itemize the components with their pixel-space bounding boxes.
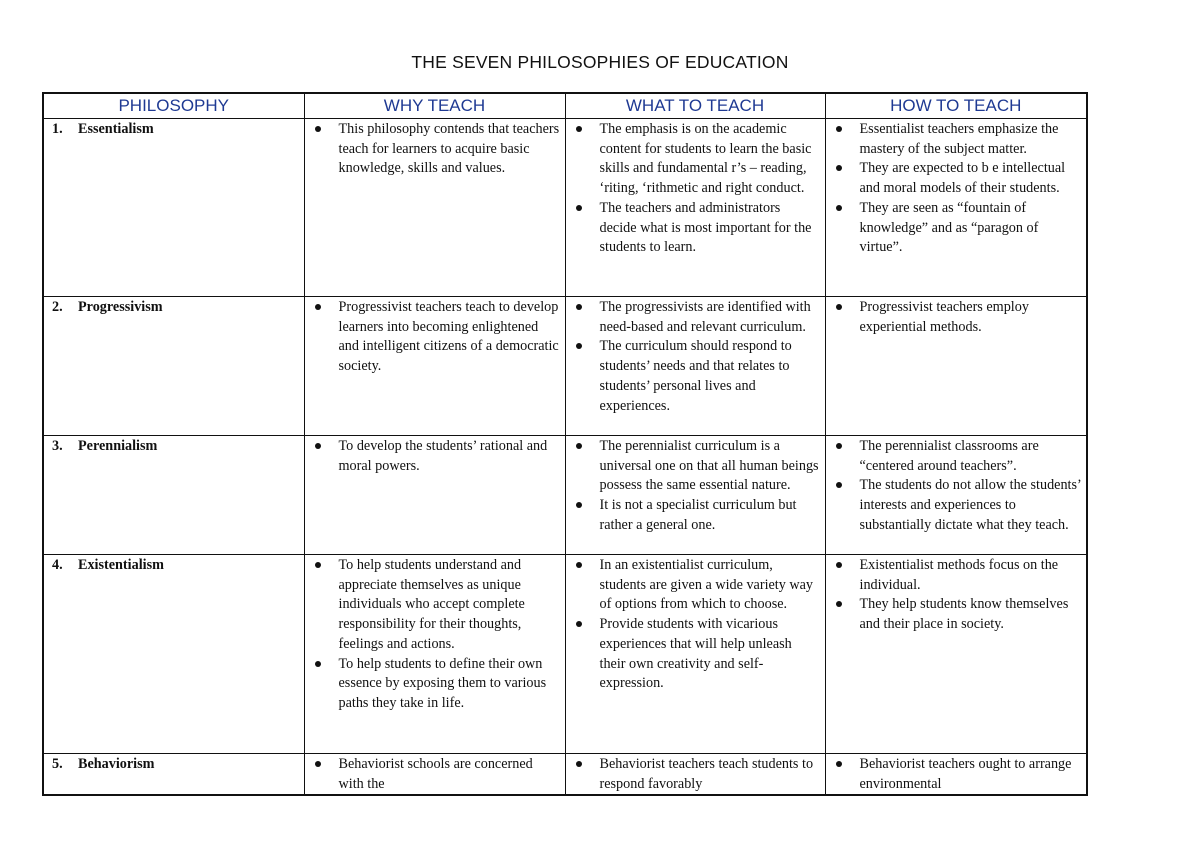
document-title: THE SEVEN PHILOSOPHIES OF EDUCATION [411,52,789,72]
philosophy-number: 2. [52,299,63,315]
bullet-text: It is not a specialist curriculum but rather a general one. [599,497,797,533]
philosophy-cell [43,297,304,436]
list-item [832,159,1083,198]
bullet-text: They are expected to b e intellectual and moral models of their students. [859,160,1066,197]
bullet-icon [311,556,339,655]
list-item [832,120,1083,159]
bullet-icon [832,437,860,476]
bullet-icon [572,337,600,416]
how-bullet-list [832,755,1083,794]
bullet-icon [311,120,339,179]
philosophy-cell [43,754,304,796]
bullet-text: Progressivist teachers teach to develop learners into becoming enlightened and intelligent citizens of a democratic society. [338,299,559,375]
bullet-text: Behaviorist teachers teach students to respond favorably [599,756,814,792]
philosophy-cell [43,555,304,754]
bullet-text: The perennialist curriculum is a universal one on that all human beings possess the same essential nature. [599,438,819,494]
how-cell [825,119,1087,297]
bullet-text: Progressivist teachers employ experiential methods. [859,299,1029,335]
list-item [311,298,561,377]
list-item [832,755,1083,794]
why-cell [304,754,565,796]
list-item [572,298,821,337]
table-row [43,754,1087,796]
how-bullet-list [832,120,1083,258]
how-cell [825,297,1087,436]
what-bullet-list [572,120,821,258]
header-what-to-teach: WHAT TO TEACH [565,93,825,119]
philosophy-number: 3. [52,438,63,454]
what-cell [565,555,825,754]
how-bullet-list [832,298,1083,337]
what-cell [565,754,825,796]
bullet-text: Existentialist methods focus on the individual. [859,557,1059,593]
list-item [572,496,821,535]
bullet-icon [311,437,339,476]
bullet-icon [832,120,860,159]
bullet-icon [572,755,600,794]
bullet-text: To help students understand and appreciate themselves as unique individuals who accept complete responsibility for their thoughts, feelings and actions. [338,557,525,652]
bullet-icon [572,298,600,337]
bullet-text: The perennialist classrooms are “centered around teachers”. [859,438,1039,474]
philosophy-name: Perennialism [78,438,158,454]
bullet-icon [832,476,860,535]
table-row [43,119,1087,297]
bullet-icon [572,437,600,496]
bullet-text: The students do not allow the students’ interests and experiences to substantially dictate what they teach. [859,477,1081,533]
what-cell [565,119,825,297]
what-cell [565,436,825,555]
philosophy-cell [43,436,304,555]
bullet-icon [832,595,860,634]
why-cell [304,119,565,297]
philosophy-name: Progressivism [78,299,163,315]
bullet-text: To help students to define their own essence by exposing them to various paths they take in life. [338,655,547,711]
bullet-icon [311,655,339,714]
list-item [572,120,821,199]
bullet-icon [572,120,600,199]
table-body [43,119,1087,796]
bullet-text: In an existentialist curriculum, students are given a wide variety way of options from which to choose. [599,557,814,613]
bullet-icon [311,755,339,794]
bullet-text: The teachers and administrators decide what is most important for the students to learn. [599,199,812,256]
bullet-icon [572,199,600,258]
list-item [572,437,821,496]
bullet-text: Provide students with vicarious experiences that will help unleash their own creativity and self-expression. [599,616,792,692]
philosophy-name: Essentialism [78,121,154,137]
bullet-text: They help students know themselves and their place in society. [859,596,1069,633]
philosophy-cell [43,119,304,297]
why-cell [304,297,565,436]
why-bullet-list [311,120,561,179]
bullet-icon [832,556,860,595]
table-row [43,555,1087,754]
list-item [311,655,561,714]
how-cell [825,436,1087,555]
bullet-icon [572,615,600,694]
list-item [832,298,1083,337]
bullet-icon [832,159,860,198]
philosophy-name: Existentialism [78,557,164,573]
list-item [832,437,1083,476]
list-item [311,755,561,794]
bullet-icon [832,298,860,337]
what-bullet-list [572,437,821,536]
bullet-text: This philosophy contends that teachers teach for learners to acquire basic knowledge, skills and values. [338,121,560,177]
philosophies-table [42,92,1088,796]
bullet-icon [832,199,860,258]
header-philosophy: PHILOSOPHY [43,93,304,119]
list-item [572,615,821,694]
why-bullet-list [311,556,561,714]
bullet-text: The progressivists are identified with need-based and relevant curriculum. [599,299,811,335]
philosophy-number: 5. [52,756,63,772]
how-cell [825,555,1087,754]
bullet-text: The emphasis is on the academic content for students to learn the basic skills and fundamental r’s – reading, ‘riting, ‘rithmetic and right conduct. [599,121,812,197]
how-bullet-list [832,556,1083,635]
list-item [311,556,561,655]
what-bullet-list [572,556,821,694]
bullet-icon [572,556,600,615]
list-item [311,120,561,179]
philosophy-number: 1. [52,121,63,137]
why-cell [304,555,565,754]
header-row [43,93,1087,119]
list-item [572,755,821,794]
list-item [832,595,1083,634]
list-item [832,556,1083,595]
what-bullet-list [572,298,821,416]
bullet-icon [311,298,339,377]
bullet-icon [572,496,600,535]
bullet-text: To develop the students’ rational and moral powers. [338,438,548,474]
why-bullet-list [311,437,561,476]
list-item [572,556,821,615]
header-why-teach: WHY TEACH [304,93,565,119]
what-cell [565,297,825,436]
why-bullet-list [311,298,561,377]
list-item [832,199,1083,258]
what-bullet-list [572,755,821,794]
header-how-to-teach: HOW TO TEACH [825,93,1087,119]
bullet-text: Essentialist teachers emphasize the mastery of the subject matter. [859,121,1059,157]
bullet-icon [832,755,860,794]
bullet-text: Behaviorist schools are concerned with the [338,756,533,792]
table-row [43,436,1087,555]
why-bullet-list [311,755,561,794]
list-item [572,199,821,258]
how-cell [825,754,1087,796]
table-row [43,297,1087,436]
philosophy-name: Behaviorism [78,756,155,772]
bullet-text: Behaviorist teachers ought to arrange environmental [859,756,1072,792]
list-item [832,476,1083,535]
list-item [572,337,821,416]
bullet-text: The curriculum should respond to students’ needs and that relates to students’ personal lives and experiences. [599,338,792,414]
why-cell [304,436,565,555]
list-item [311,437,561,476]
how-bullet-list [832,437,1083,536]
bullet-text: They are seen as “fountain of knowledge” and as “paragon of virtue”. [859,199,1039,256]
philosophy-number: 4. [52,557,63,573]
